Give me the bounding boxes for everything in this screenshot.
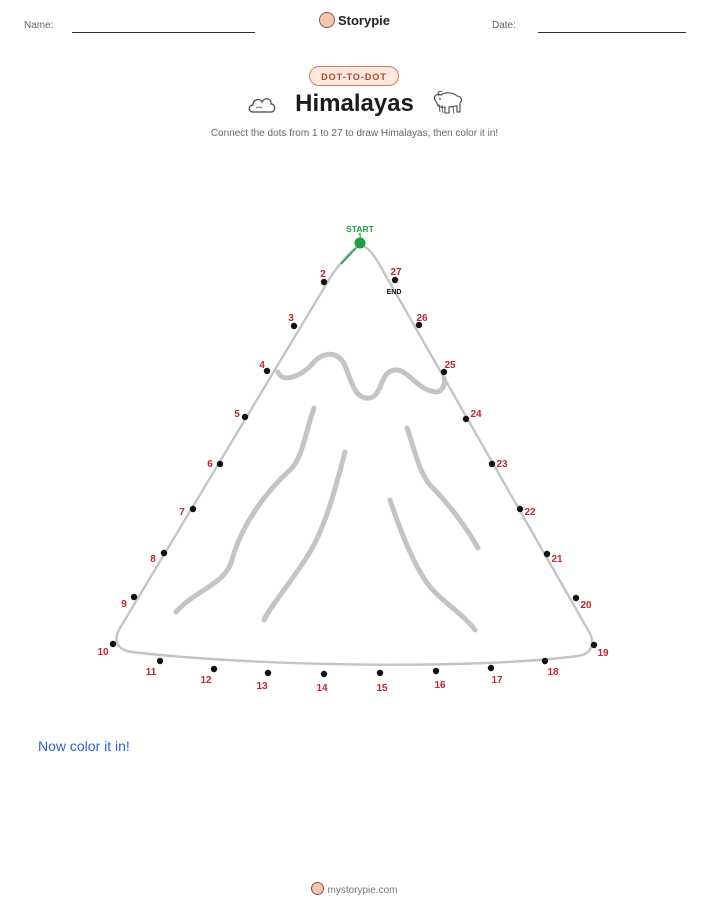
start-arrow bbox=[341, 248, 356, 264]
dot-number-21: 21 bbox=[551, 554, 563, 565]
footer bbox=[0, 882, 709, 896]
dot-number-14: 14 bbox=[316, 683, 328, 694]
name-label: Name: bbox=[24, 20, 54, 31]
color-prompt: Now color it in! bbox=[38, 738, 130, 754]
dot-9[interactable] bbox=[131, 594, 137, 600]
dot-number-10: 10 bbox=[97, 647, 109, 658]
dot-12[interactable] bbox=[211, 666, 217, 672]
dot-20[interactable] bbox=[573, 595, 579, 601]
dot-7[interactable] bbox=[190, 506, 196, 512]
dot-number-15: 15 bbox=[376, 683, 388, 694]
end-label: END bbox=[386, 289, 402, 296]
dots-layer bbox=[97, 232, 609, 694]
dot-number-8: 8 bbox=[150, 554, 156, 565]
dot-number-4: 4 bbox=[259, 360, 265, 371]
dot-15[interactable] bbox=[377, 670, 383, 676]
dot-5[interactable] bbox=[242, 414, 248, 420]
date-label: Date: bbox=[492, 20, 516, 31]
dot-number-27: 27 bbox=[390, 267, 402, 278]
dot-21[interactable] bbox=[544, 551, 550, 557]
page-title: Himalayas bbox=[295, 90, 414, 117]
dot-22[interactable] bbox=[517, 506, 523, 512]
dot-number-24: 24 bbox=[470, 409, 482, 420]
dot-number-12: 12 bbox=[200, 675, 212, 686]
dot-number-3: 3 bbox=[288, 313, 294, 324]
footer-url: mystorypie.com bbox=[327, 885, 398, 896]
dot-14[interactable] bbox=[321, 671, 327, 677]
dot-number-18: 18 bbox=[547, 667, 559, 678]
instructions: Connect the dots from 1 to 27 to draw Himalayas, then color it in! bbox=[210, 128, 499, 139]
dot-number-7: 7 bbox=[179, 507, 185, 518]
dot-11[interactable] bbox=[157, 658, 163, 664]
dot-number-5: 5 bbox=[234, 409, 240, 420]
dot-16[interactable] bbox=[433, 668, 439, 674]
brand-name: Storypie bbox=[337, 13, 390, 28]
dot-8[interactable] bbox=[161, 550, 167, 556]
dot-number-26: 26 bbox=[416, 313, 428, 324]
start-label: START bbox=[346, 224, 374, 234]
dot-number-9: 9 bbox=[121, 599, 127, 610]
dot-17[interactable] bbox=[488, 665, 494, 671]
dot-number-19: 19 bbox=[597, 648, 609, 659]
dot-19[interactable] bbox=[591, 642, 597, 648]
dot-24[interactable] bbox=[463, 416, 469, 422]
dot-number-23: 23 bbox=[496, 459, 508, 470]
dot-number-13: 13 bbox=[256, 681, 268, 692]
dot-number-2: 2 bbox=[320, 269, 326, 280]
dot-10[interactable] bbox=[110, 641, 116, 647]
dot-number-6: 6 bbox=[207, 459, 213, 470]
dot-number-20: 20 bbox=[580, 600, 592, 611]
dot-13[interactable] bbox=[265, 670, 271, 676]
dot-number-1: 1 bbox=[357, 232, 363, 241]
dot-number-17: 17 bbox=[491, 675, 503, 686]
ridge-lines bbox=[176, 408, 478, 630]
dot-18[interactable] bbox=[542, 658, 548, 664]
storypie-footer-icon bbox=[311, 882, 324, 895]
snow-cap-line bbox=[278, 354, 445, 398]
dot-6[interactable] bbox=[217, 461, 223, 467]
dot-23[interactable] bbox=[489, 461, 495, 467]
dot-number-22: 22 bbox=[524, 507, 536, 518]
dot-number-16: 16 bbox=[434, 680, 446, 691]
dot-number-25: 25 bbox=[444, 360, 456, 371]
activity-badge: DOT-TO-DOT bbox=[309, 66, 399, 86]
dot-number-11: 11 bbox=[145, 667, 157, 678]
